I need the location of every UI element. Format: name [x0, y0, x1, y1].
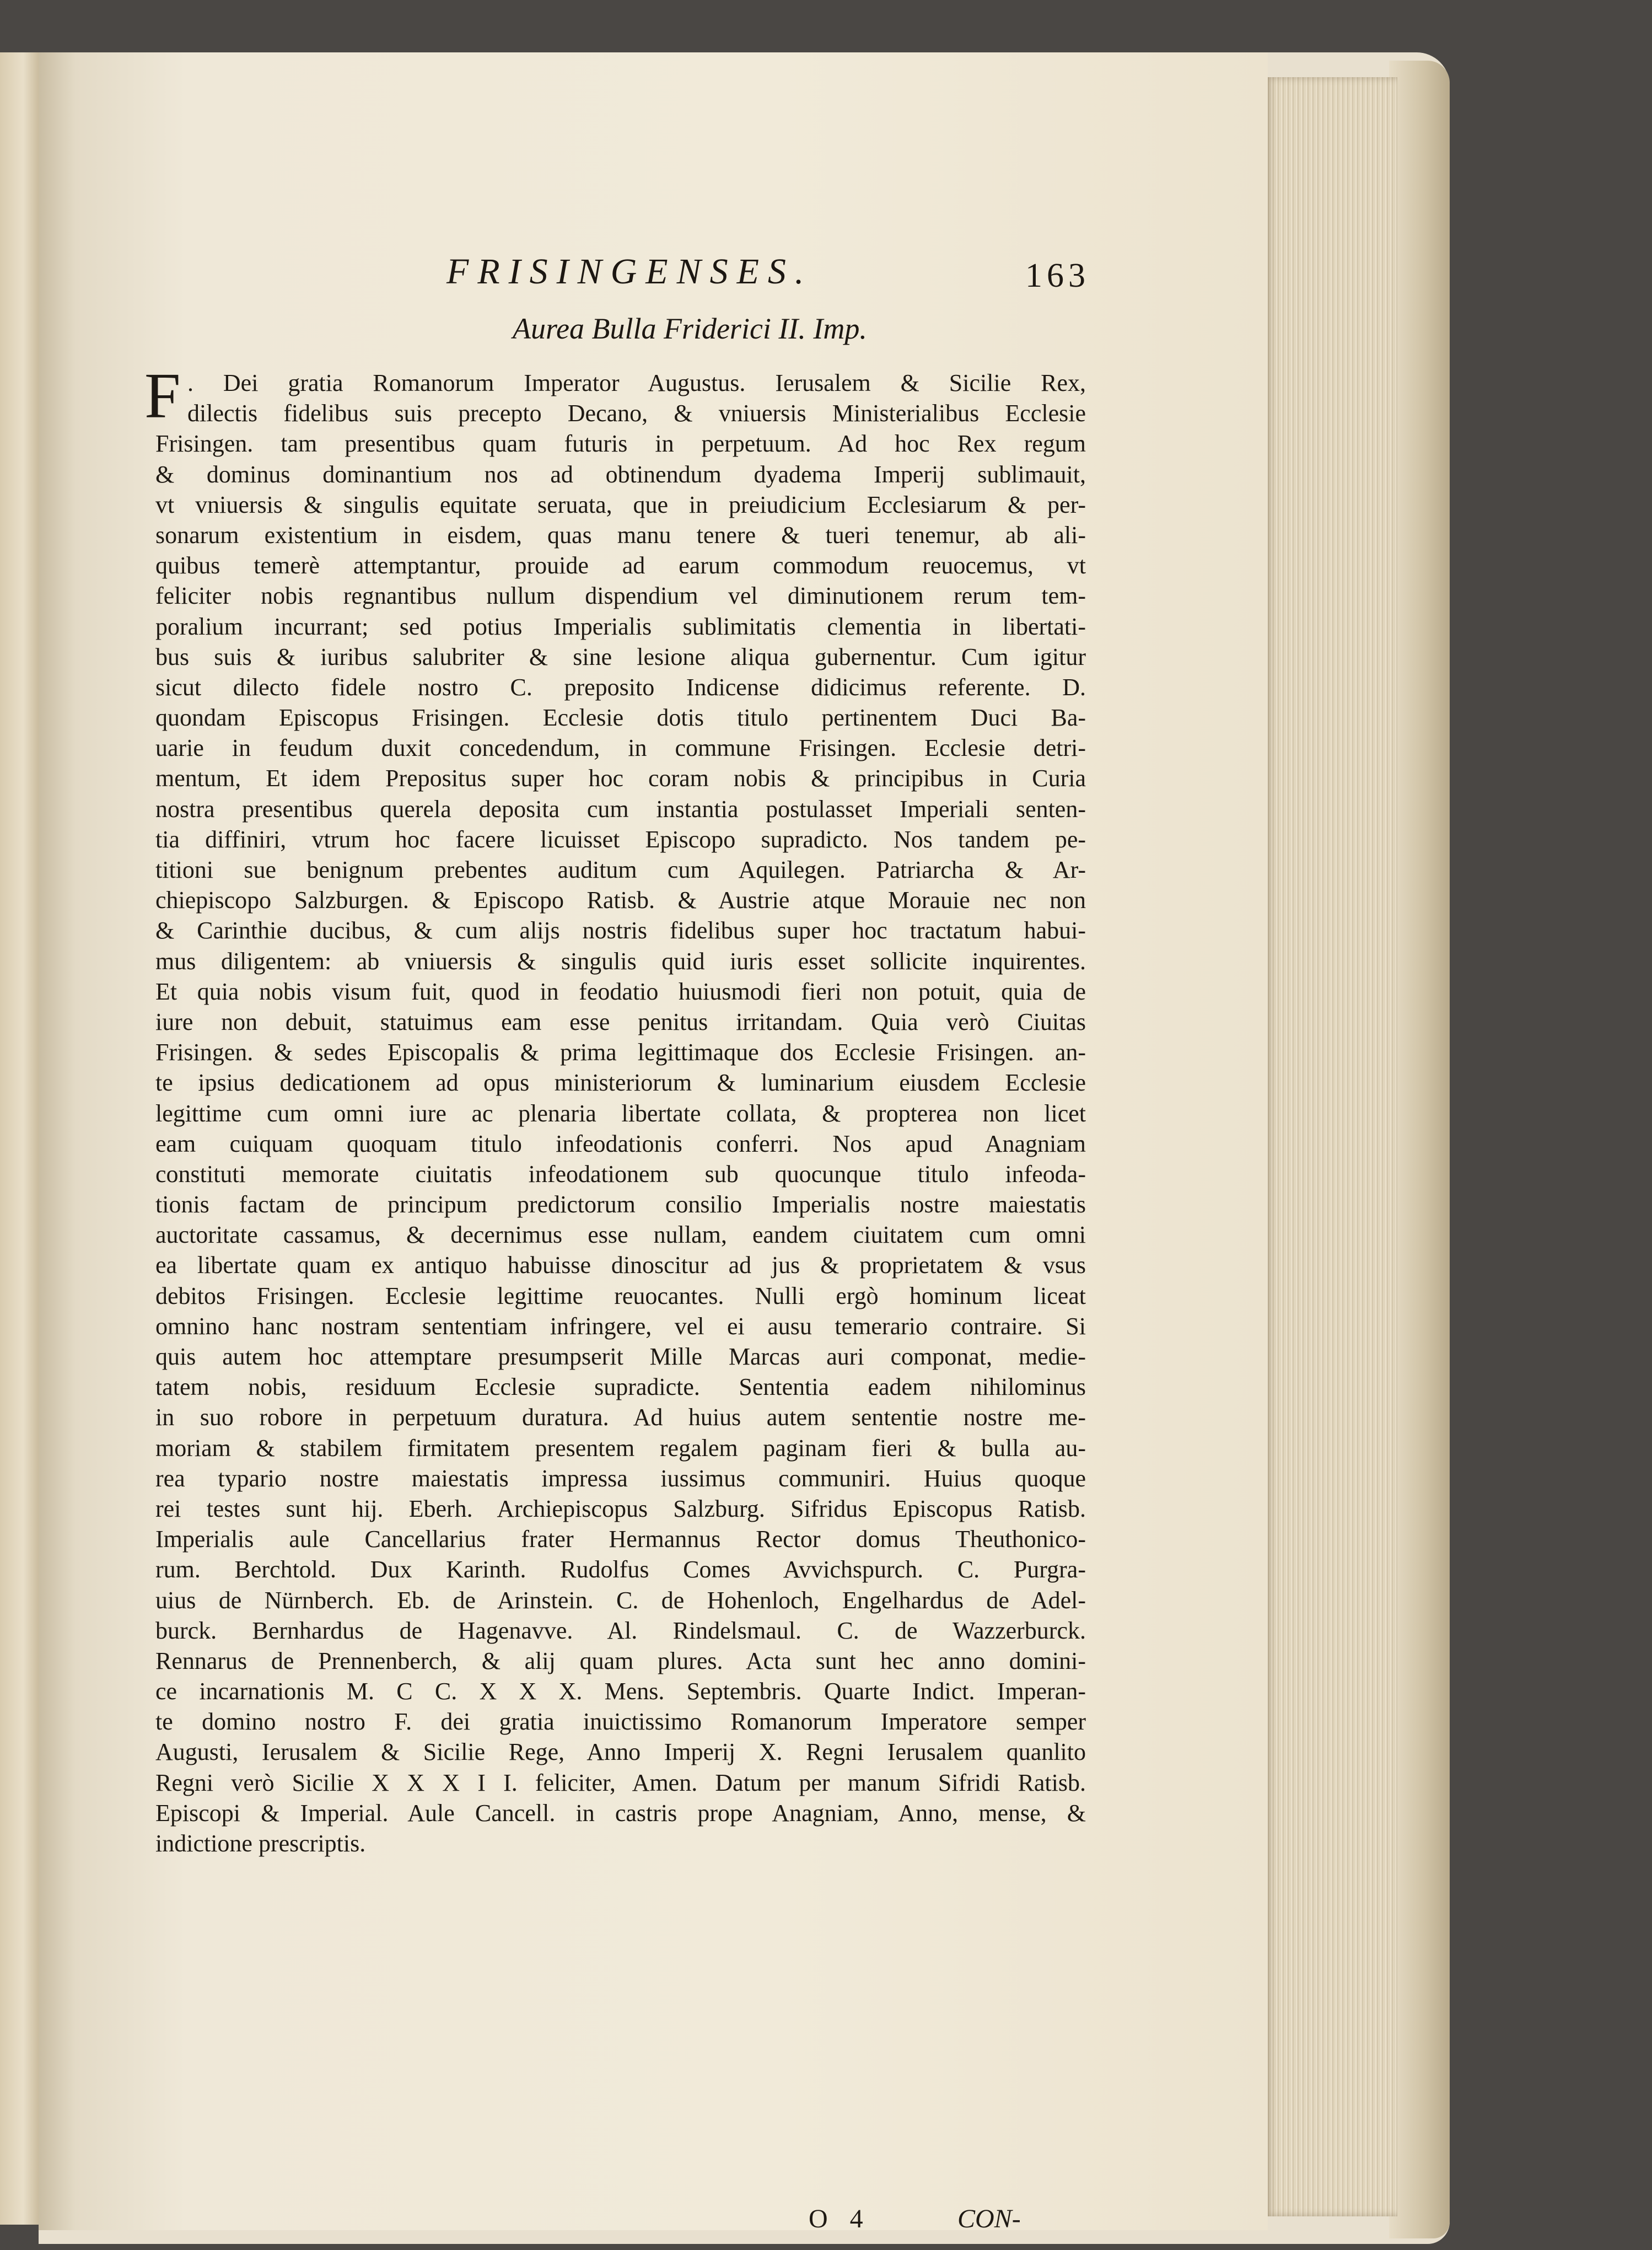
text-line: poralium incurrant; sed potius Imperialis sublimitatis clementia in libertati- [155, 613, 1086, 640]
facing-page-edge [0, 52, 39, 2225]
text-line: ea libertate quam ex antiquo habuisse dinoscitur ad jus & proprietatem & vsus [155, 1252, 1086, 1279]
text-line: Frisingen. & sedes Episcopalis & prima legittimaque dos Ecclesie Frisingen. an- [155, 1039, 1086, 1066]
page-block-edge [1265, 77, 1397, 2216]
text-line: te ipsius dedicationem ad opus ministeriorum & luminarium eiusdem Ecclesie [155, 1069, 1086, 1097]
text-line: Episcopi & Imperial. Aule Cancell. in castris prope Anagniam, Anno, mense, & [155, 1799, 1086, 1827]
text-line: dilectis fidelibus suis precepto Decano, & vniuersis Ministerialibus Ecclesie [187, 400, 1086, 427]
text-line: quibus temerè attemptantur, prouide ad earum commodum reuocemus, vt [155, 552, 1086, 579]
text-line: tionis factam de principum predictorum consilio Imperialis nostre maiestatis [155, 1191, 1086, 1218]
text-line: moriam & stabilem firmitatem presentem regalem paginam fieri & bulla au- [155, 1434, 1086, 1462]
text-line: quondam Episcopus Frisingen. Ecclesie dotis titulo pertinentem Duci Ba- [155, 704, 1086, 732]
text-line: auctoritate cassamus, & decernimus esse nullam, eandem ciuitatem cum omni [155, 1221, 1086, 1249]
text-line: Regni verò Sicilie X X X I I. feliciter, Amen. Datum per manum Sifridi Ratisb. [155, 1769, 1086, 1796]
text-line: eam cuiquam quoquam titulo infeodationis conferri. Nos apud Anagniam [155, 1130, 1086, 1157]
text-line: debitos Frisingen. Ecclesie legittime reuocantes. Nulli ergò hominum liceat [155, 1282, 1086, 1309]
text-line: Et quia nobis visum fuit, quod in feodatio huiusmodi fieri non potuit, quia de [155, 978, 1086, 1005]
drop-cap: F [144, 359, 181, 432]
text-line: uius de Nürnberch. Eb. de Arinstein. C. de Hohenloch, Engelhardus de Adel- [155, 1586, 1086, 1614]
text-line: tatem nobis, residuum Ecclesie supradicte. Sententia eadem nihilominus [155, 1373, 1086, 1401]
text-line: & dominus dominantium nos ad obtinendum dyadema Imperij sublimauit, [155, 460, 1086, 488]
text-line: rea typario nostre maiestatis impressa iussimus communiri. Huius quoque [155, 1464, 1086, 1492]
text-line: constituti memorate ciuitatis infeodationem sub quocunque titulo infeoda- [155, 1160, 1086, 1188]
text-line: sicut dilecto fidele nostro C. preposito Indicense didicimus referente. D. [155, 673, 1086, 701]
signature-mark: O 4 [809, 2204, 871, 2233]
text-line: legittime cum omni iure ac plenaria libertate collata, & propterea non licet [155, 1099, 1086, 1127]
text-line: Frisingen. tam presentibus quam futuris in perpetuum. Ad hoc Rex regum [155, 430, 1086, 458]
text-line: rei testes sunt hij. Eberh. Archiepiscopus Salzburg. Sifridus Episcopus Ratisb. [155, 1495, 1086, 1522]
text-line: & Carinthie ducibus, & cum alijs nostris fidelibus super hoc tractatum habui- [155, 917, 1086, 944]
text-lines [155, 368, 1086, 1859]
text-line: uarie in feudum duxit concedendum, in commune Frisingen. Ecclesie detri- [155, 734, 1086, 762]
catchword: CON- [957, 2204, 1021, 2233]
text-line: sonarum existentium in eisdem, quas manu tenere & tueri tenemur, ab ali- [155, 521, 1086, 549]
book-fore-edge-cover [1389, 61, 1450, 2238]
text-line: tia diffiniri, vtrum hoc facere licuisset Episcopo supradicto. Nos tandem pe- [155, 825, 1086, 853]
text-line: omnino hanc nostram sententiam infringere, vel ei ausu temerario contraire. Si [155, 1312, 1086, 1340]
text-line: nostra presentibus querela deposita cum instantia postulasset Imperiali senten- [155, 795, 1086, 823]
text-line: bus suis & iuribus salubriter & sine lesione aliqua gubernentur. Cum igitur [155, 643, 1086, 670]
page-footer [155, 2204, 1086, 2237]
running-head: FRISINGENSES. [446, 251, 813, 292]
text-line: mentum, Et idem Prepositus super hoc coram nobis & principibus in Curia [155, 765, 1086, 792]
text-line: burck. Bernhardus de Hagenavve. Al. Rindelsmaul. C. de Wazzerburck. [155, 1617, 1086, 1644]
text-line: iure non debuit, statuimus eam esse penitus irritandam. Quia verò Ciuitas [155, 1008, 1086, 1035]
text-line: chiepiscopo Salzburgen. & Episcopo Ratisb. & Austrie atque Morauie nec non [155, 887, 1086, 914]
text-line: quis autem hoc attemptare presumpserit Mille Marcas auri componat, medie- [155, 1343, 1086, 1370]
page-number: 163 [1025, 257, 1090, 294]
text-line: te domino nostro F. dei gratia inuictissimo Romanorum Imperatore semper [155, 1708, 1086, 1736]
text-line: rum. Berchtold. Dux Karinth. Rudolfus Comes Avvichspurch. C. Purgra- [155, 1556, 1086, 1583]
text-line: mus diligentem: ab vniuersis & singulis quid iuris esset sollicite inquirentes. [155, 947, 1086, 975]
text-line: vt vniuersis & singulis equitate seruata, que in preiudicium Ecclesiarum & per- [155, 491, 1086, 518]
text-line: in suo robore in perpetuum duratura. Ad huius autem sententie nostre me- [155, 1404, 1086, 1431]
text-line: ce incarnationis M. C C. X X X. Mens. Septembris. Quarte Indict. Imperan- [155, 1678, 1086, 1705]
body-text [144, 359, 1086, 2233]
section-heading: Aurea Bulla Friderici II. Imp. [513, 312, 867, 345]
page-header [446, 251, 1136, 306]
text-line: feliciter nobis regnantibus nullum dispendium vel diminutionem rerum tem- [155, 582, 1086, 610]
text-line: Rennarus de Prennenberch, & alij quam plures. Acta sunt hec anno domini- [155, 1647, 1086, 1674]
text-line: Augusti, Ierusalem & Sicilie Rege, Anno Imperij X. Regni Ierusalem quanlito [155, 1738, 1086, 1766]
text-line: . Dei gratia Romanorum Imperator Augustus. Ierusalem & Sicilie Rex, [187, 369, 1086, 396]
text-line: titioni sue benignum prebentes auditum cum Aquilegen. Patriarcha & Ar- [155, 856, 1086, 883]
book-page [39, 52, 1268, 2233]
text-line: indictione prescriptis. [155, 1830, 366, 1857]
text-line: Imperialis aule Cancellarius frater Hermannus Rector domus Theuthonico- [155, 1526, 1086, 1553]
